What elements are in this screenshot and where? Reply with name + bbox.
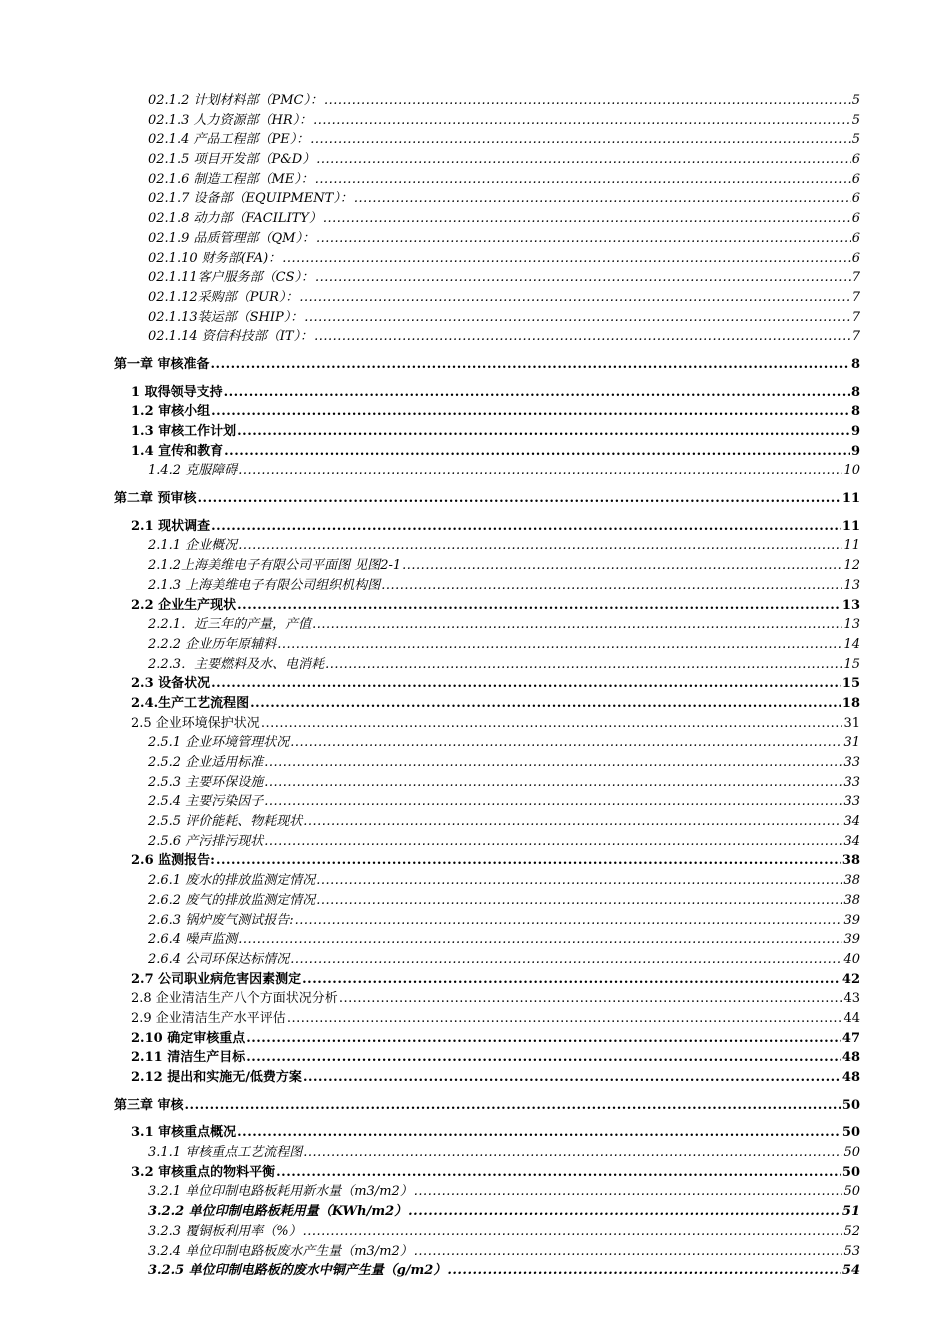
toc-entry-page: 6 [851,250,860,266]
toc-entry-title: 02.1.14 资信科技部（IT）： [148,329,314,345]
toc-leader-dots [447,1261,841,1281]
toc-entry-title: 1.4 宣传和教育 [131,443,224,459]
toc-entry-title: 02.1.12采购部（PUR）： [148,289,299,305]
toc-entry[interactable] [0,576,860,596]
toc-entry[interactable] [0,832,860,852]
toc-entry[interactable] [0,288,860,308]
toc-leader-dots [250,694,841,714]
toc-entry[interactable] [0,1009,860,1029]
toc-entry[interactable] [0,1068,860,1088]
toc-entry-page: 52 [843,1223,860,1239]
toc-leader-dots [316,871,842,891]
toc-entry[interactable] [0,615,860,635]
toc-leader-dots [339,989,843,1009]
toc-entry-title: 2.5.6 产污排污现状 [148,833,264,849]
toc-chapter-entry[interactable] [0,489,860,509]
toc-entry-title: 2.1 现状调查 [131,518,211,534]
toc-entry-title: 02.1.3 人力资源部（HR）： [148,112,313,128]
toc-entry[interactable] [0,674,860,694]
toc-entry-title: 3.1 审核重点概况 [131,1125,237,1141]
toc-entry-page: 6 [851,191,860,207]
toc-entry-page: 11 [841,491,860,507]
toc-entry-page: 48 [841,1050,860,1066]
toc-entry-page: 39 [843,912,860,928]
toc-entry[interactable] [0,1261,860,1281]
toc-entry-page: 6 [851,230,860,246]
toc-entry[interactable] [0,694,860,714]
toc-entry-title: 2.1.3 上海美维电子有限公司组织机构图 [148,577,381,593]
toc-entry-page: 31 [843,715,860,731]
toc-entry[interactable] [0,871,860,891]
toc-entry-page: 33 [843,755,860,770]
toc-entry[interactable] [0,1123,860,1143]
toc-entry-title: 02.1.5 项目开发部（P&D） [148,152,316,168]
toc-entry-title: 2.1.1 企业概况 [148,538,238,554]
toc-leader-dots [264,753,842,773]
toc-entry-page: 8 [850,356,860,372]
toc-entry[interactable] [0,773,860,793]
toc-entry-page: 9 [850,443,860,459]
toc-entry-title: 2.6.3 锅炉废气测试报告: [148,912,294,928]
toc-entry-page: 50 [843,1184,860,1200]
toc-entry-title: 02.1.2 计划材料部（PMC）： [148,93,323,108]
toc-entry[interactable] [0,792,860,812]
toc-entry-page: 31 [843,735,860,751]
toc-entry-page: 18 [841,695,860,711]
toc-entry-title: 3.2.3 覆铜板利用率（%） [148,1223,302,1239]
toc-leader-dots [246,1048,841,1068]
toc-entry-title: 3.2.2 单位印制电路板耗用量（KWh/m2） [148,1204,408,1220]
toc-entry[interactable] [0,189,860,209]
toc-entry[interactable] [0,209,860,229]
toc-entry-page: 6 [851,211,860,227]
toc-entry-title: 2.5.4 主要污染因子 [148,794,264,810]
toc-leader-dots [261,714,843,734]
toc-entry-title: 1.2 审核小组 [131,404,211,420]
toc-entry-page: 33 [843,794,860,810]
toc-entry-page: 40 [843,951,860,967]
toc-entry-title: 2.5 企业环境保护状况 [131,715,260,731]
toc-leader-dots [264,832,842,852]
toc-leader-dots [198,489,841,509]
toc-entry-page: 10 [843,463,860,479]
toc-entry-page: 8 [850,384,860,400]
toc-entry[interactable] [0,1182,860,1202]
table-of-contents [0,91,950,1281]
toc-leader-dots [287,1009,843,1029]
toc-entry-page: 47 [841,1030,860,1046]
toc-leader-dots [303,812,842,832]
toc-entry[interactable] [0,970,860,990]
toc-entry[interactable] [0,1143,860,1163]
toc-entry-title: 2.3 设备状况 [131,676,211,692]
toc-entry-title: 3.2.1 单位印制电路板耗用新水量（m3/m2） [148,1184,413,1200]
toc-entry-title: 2.2 企业生产现状 [131,597,237,613]
toc-leader-dots [238,536,842,556]
toc-entry-page: 39 [843,932,860,948]
toc-entry[interactable] [0,635,860,655]
toc-leader-dots [264,792,842,812]
toc-leader-dots [324,91,851,111]
toc-entry[interactable] [0,891,860,911]
toc-entry[interactable] [0,170,860,190]
toc-entry-title: 3.1.1 审核重点工艺流程图 [148,1145,303,1161]
toc-entry[interactable] [0,536,860,556]
toc-entry[interactable] [0,930,860,950]
toc-entry[interactable] [0,383,860,403]
toc-leader-dots [295,911,843,931]
toc-entry[interactable] [0,130,860,150]
toc-leader-dots [303,1068,841,1088]
toc-entry-page: 42 [841,971,860,987]
toc-entry-title: 2.6 监测报告: [131,853,215,869]
toc-entry-page: 54 [841,1263,860,1279]
toc-entry-title: 2.8 企业清洁生产八个方面状况分析 [131,991,338,1007]
toc-entry-title: 02.1.6 制造工程部（ME）： [148,171,314,187]
toc-entry-title: 2.4.生产工艺流程图 [131,695,250,711]
toc-entry-page: 48 [841,1070,860,1085]
toc-entry-title: 第二章 预审核 [114,491,197,507]
toc-entry-page: 43 [843,991,860,1007]
toc-entry[interactable] [0,268,860,288]
toc-leader-dots [290,950,842,970]
toc-entry-title: 1.3 审核工作计划 [131,424,237,439]
toc-entry[interactable] [0,229,860,249]
toc-entry-title: 2.6.2 废气的排放监测定情况 [148,892,316,908]
toc-leader-dots [303,1143,842,1163]
toc-entry-page: 5 [851,112,860,128]
toc-leader-dots [276,1163,841,1183]
toc-entry-title: 2.5.5 评价能耗、物耗现状 [148,814,303,830]
toc-entry-page: 14 [843,636,860,652]
toc-entry[interactable] [0,150,860,170]
toc-leader-dots [237,422,850,442]
toc-entry-title: 02.1.11客户服务部（CS）： [148,270,314,286]
toc-entry[interactable] [0,911,860,931]
toc-entry-title: 02.1.10 财务部(FA)： [148,250,282,266]
toc-entry-page: 50 [843,1145,860,1161]
toc-entry-title: 02.1.9 品质管理部（QM）： [148,230,315,246]
toc-leader-dots [246,1029,841,1049]
toc-entry-title: 第一章 审核准备 [114,356,210,372]
toc-entry-title: 3.2.4 单位印制电路板废水产生量（m3/m2） [148,1243,413,1259]
toc-entry-page: 38 [841,853,860,869]
toc-leader-dots [316,891,842,911]
toc-leader-dots [290,733,842,753]
toc-entry-title: 2.11 清洁生产目标 [131,1050,246,1066]
toc-entry-page: 13 [841,597,860,613]
toc-entry-page: 53 [843,1243,860,1259]
toc-entry-page: 12 [843,558,860,574]
toc-entry-page: 34 [843,833,860,849]
toc-leader-dots [211,674,841,694]
toc-leader-dots [316,229,851,249]
toc-entry-title: 2.9 企业清洁生产水平评估 [131,1010,286,1026]
toc-entry-page: 51 [841,1204,860,1220]
toc-entry-title: 2.6.4 噪声监测 [148,932,238,948]
toc-entry[interactable] [0,714,860,734]
toc-entry[interactable] [0,1222,860,1242]
toc-leader-dots [224,383,850,403]
toc-entry[interactable] [0,596,860,616]
toc-entry-page: 33 [843,774,860,790]
toc-entry-title: 02.1.8 动力部（FACILITY） [148,211,322,227]
toc-entry-page: 50 [841,1125,860,1141]
toc-leader-dots [302,970,841,990]
toc-entry[interactable] [0,91,860,111]
toc-leader-dots [313,111,851,131]
toc-leader-dots [315,170,851,190]
toc-leader-dots [402,556,842,576]
toc-leader-dots [211,355,850,375]
toc-leader-dots [414,1182,843,1202]
toc-entry-title: 2.1.2上海美维电子有限公司平面图 见图2-1 [148,558,402,574]
toc-entry-page: 6 [851,152,860,168]
toc-entry-title: 2.6.1 废水的排放监测定情况 [148,873,316,889]
toc-entry[interactable] [0,249,860,269]
toc-entry-page: 7 [851,329,860,345]
toc-leader-dots [237,596,841,616]
toc-entry[interactable] [0,1163,860,1183]
toc-leader-dots [211,402,850,422]
toc-leader-dots [238,461,842,481]
toc-leader-dots [314,327,851,347]
toc-entry-title: 2.6.4 公司环保达标情况 [148,951,290,967]
toc-leader-dots [282,249,851,269]
toc-entry-page: 11 [841,518,860,534]
toc-entry[interactable] [0,733,860,753]
toc-entry-title: 02.1.4 产品工程部（PE）： [148,132,310,148]
toc-entry[interactable] [0,753,860,773]
toc-entry-title: 2.5.3 主要环保设施 [148,774,264,790]
toc-entry[interactable] [0,1242,860,1262]
toc-entry-title: 02.1.7 设备部（EQUIPMENT）： [148,191,353,207]
toc-leader-dots [414,1242,843,1262]
toc-entry-page: 15 [841,676,860,692]
toc-leader-dots [211,517,841,537]
toc-entry-page: 9 [850,424,860,439]
toc-entry-page: 44 [843,1010,860,1026]
toc-entry-title: 2.10 确定审核重点 [131,1030,246,1046]
toc-entry-page: 13 [843,617,860,633]
toc-entry-page: 15 [843,656,860,672]
toc-leader-dots [237,1123,841,1143]
toc-entry-page: 5 [851,93,860,108]
toc-entry[interactable] [0,111,860,131]
toc-entry[interactable] [0,517,860,537]
toc-entry-page: 13 [843,577,860,593]
toc-leader-dots [303,1222,843,1242]
toc-entry[interactable] [0,556,860,576]
toc-entry-page: 34 [843,814,860,830]
toc-leader-dots [325,655,842,675]
toc-chapter-entry[interactable] [0,1096,860,1116]
toc-entry-title: 1.4.2 克服障碍 [148,463,238,479]
toc-entry[interactable] [0,1029,860,1049]
toc-entry[interactable] [0,422,860,442]
toc-entry-page: 50 [841,1097,860,1113]
toc-leader-dots [277,635,842,655]
toc-leader-dots [224,442,850,462]
toc-entry-title: 2.2.1．近三年的产量，产值 [148,617,312,633]
toc-leader-dots [408,1202,841,1222]
toc-entry-title: 1 取得领导支持 [131,384,223,400]
toc-entry-page: 7 [851,309,860,325]
toc-entry[interactable] [0,1048,860,1068]
toc-entry[interactable] [0,327,860,347]
toc-entry-page: 7 [851,289,860,305]
toc-entry-title: 3.2.5 单位印制电路板的废水中铜产生量（g/m2） [148,1263,447,1279]
toc-leader-dots [185,1096,841,1116]
toc-entry-page: 5 [851,132,860,148]
toc-leader-dots [310,130,851,150]
toc-entry[interactable] [0,461,860,481]
toc-entry-title: 2.5.1 企业环境管理状况 [148,735,290,751]
toc-entry-title: 2.2.2 企业历年原辅料 [148,636,277,652]
toc-entry[interactable] [0,442,860,462]
toc-entry[interactable] [0,950,860,970]
toc-entry[interactable] [0,308,860,328]
toc-entry-title: 3.2 审核重点的物料平衡 [131,1164,276,1180]
toc-leader-dots [316,150,850,170]
toc-entry[interactable] [0,812,860,832]
toc-entry-page: 8 [850,404,860,420]
toc-entry-title: 第三章 审核 [114,1097,184,1113]
toc-entry-title: 2.2.3．主要燃料及水、电消耗 [148,656,325,672]
toc-entry-title: 02.1.13装运部（SHIP）： [148,309,304,325]
toc-entry-page: 6 [851,171,860,187]
toc-leader-dots [238,930,842,950]
toc-entry-page: 50 [841,1164,860,1180]
toc-leader-dots [216,851,841,871]
toc-entry-title: 2.5.2 企业适用标准 [148,755,264,770]
toc-entry-title: 2.12 提出和实施无/低费方案 [131,1070,302,1085]
toc-entry[interactable] [0,402,860,422]
toc-leader-dots [323,209,851,229]
toc-leader-dots [312,615,842,635]
toc-chapter-entry[interactable] [0,355,860,375]
toc-entry[interactable] [0,851,860,871]
toc-entry-page: 11 [843,538,860,554]
toc-leader-dots [304,308,850,328]
toc-leader-dots [264,773,842,793]
toc-leader-dots [354,189,851,209]
toc-leader-dots [381,576,842,596]
toc-leader-dots [315,268,851,288]
toc-entry-title: 2.7 公司职业病危害因素测定 [131,971,302,987]
toc-entry[interactable] [0,1202,860,1222]
toc-leader-dots [299,288,850,308]
toc-entry[interactable] [0,655,860,675]
toc-entry-page: 7 [851,270,860,286]
toc-entry-page: 38 [843,873,860,889]
toc-entry[interactable] [0,989,860,1009]
toc-entry-page: 38 [843,892,860,908]
